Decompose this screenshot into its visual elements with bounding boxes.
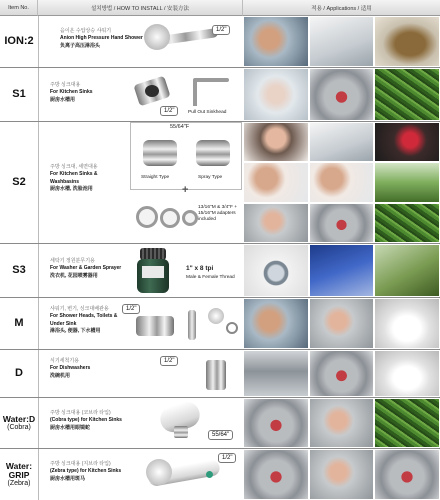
text-english: For Shower Heads, Toilets & Under Sink xyxy=(50,313,118,327)
item-s3: S3 xyxy=(0,244,39,297)
plus-icon: + xyxy=(182,184,189,196)
photo-tap-water xyxy=(309,122,375,162)
pull-out-label: Pull Out Sinkhead xyxy=(188,110,227,115)
adapter-ring-3 xyxy=(182,210,198,226)
desc-s3 xyxy=(50,258,121,280)
photo-hand-rinse xyxy=(243,203,309,243)
item-ion2: ION:2 xyxy=(0,16,39,67)
row-watergrip xyxy=(0,449,440,500)
apps-s2 xyxy=(243,122,440,243)
spray-type-label: Spray Type xyxy=(198,175,223,180)
shower-hose-icon xyxy=(188,310,196,340)
apps-m xyxy=(243,298,440,349)
item-waterd-name: Water:D xyxy=(2,413,36,424)
desc-watergrip xyxy=(50,461,121,483)
item-watergrip xyxy=(0,449,39,500)
apps-waterd xyxy=(243,398,440,448)
row-ion2 xyxy=(0,16,440,68)
straight-type-label: Straight Type xyxy=(141,175,170,180)
row-s1 xyxy=(0,68,440,122)
text-korean: 식기세척기용 xyxy=(50,358,79,364)
text-chinese: 负离子高压淋浴头 xyxy=(60,42,101,49)
desc-s1 xyxy=(50,82,93,104)
photo-woman-shower xyxy=(243,16,309,67)
photo-green-beans-2 xyxy=(374,203,440,243)
zebra-button-icon xyxy=(206,471,213,478)
photo-hand-tap-2 xyxy=(309,398,375,448)
hose-loop-icon xyxy=(226,322,238,334)
text-chinese: 厨房水槽用眼镜蛇 xyxy=(50,424,91,431)
text-korean: 주방 싱크대, 세면대용 xyxy=(50,164,98,170)
text-english: Anion High Pressure Hand Shower xyxy=(60,35,143,42)
photo-washing-machine xyxy=(243,244,309,297)
desc-m xyxy=(50,306,126,335)
text-korean: 세탁기 정원분무기용 xyxy=(50,258,95,264)
photo-sink-tomatoes-6 xyxy=(374,449,440,500)
apps-d xyxy=(243,350,440,397)
desc-waterd xyxy=(50,410,122,432)
row-s3 xyxy=(0,244,440,298)
photo-sink-tomatoes-4 xyxy=(243,398,309,448)
install-m xyxy=(38,298,244,349)
desc-ion2 xyxy=(60,28,143,50)
item-watergrip-name: Water: GRIP xyxy=(5,460,33,480)
photo-dish-washing xyxy=(243,68,309,121)
row-m xyxy=(0,298,440,350)
faucet-stem-icon xyxy=(193,80,197,106)
size-label-s1: 1/2" xyxy=(160,106,178,116)
item-m: M xyxy=(0,298,39,349)
desc-d xyxy=(50,358,90,380)
size-label-d: 1/2" xyxy=(160,356,178,366)
size-label-watergrip: 1/2" xyxy=(218,453,236,463)
text-english: For Kitchen Sinks xyxy=(50,89,93,96)
straight-aerator-image xyxy=(143,140,177,166)
install-watergrip xyxy=(38,449,244,500)
photo-toilet-2 xyxy=(374,350,440,397)
text-korean: 샤워기, 변기, 싱크대배관용 xyxy=(50,306,109,312)
size-label-s2: 55/64"F xyxy=(170,124,190,130)
text-korean: 주방 싱크대용 (지브라 타입) xyxy=(50,461,111,467)
text-chinese: 厨房水槽, 洗脸池用 xyxy=(50,185,93,192)
dishwasher-filter-image xyxy=(206,360,226,390)
install-s1 xyxy=(38,68,244,121)
apps-ion2 xyxy=(243,16,440,67)
item-s1: S1 xyxy=(0,68,39,121)
install-ion2 xyxy=(38,16,244,67)
desc-s2 xyxy=(50,164,122,193)
adapter-ring-1 xyxy=(136,206,158,228)
text-chinese: 厨房水槽用 xyxy=(50,96,76,103)
photo-brushing-teeth xyxy=(243,122,309,162)
text-korean: 주방 싱크대용 xyxy=(50,82,81,88)
photo-green-beans-3 xyxy=(374,398,440,448)
filter-mesh-icon xyxy=(145,85,159,97)
size-label-s3: 1" x 8 tpi xyxy=(186,265,214,272)
row-waterd xyxy=(0,398,440,449)
text-english: (Cobra type) for Kitchen Sinks xyxy=(50,417,122,424)
item-s2: S2 xyxy=(0,122,39,243)
shower-head-icon xyxy=(208,308,224,324)
item-waterd xyxy=(0,398,39,448)
adapters-label: 13/16"M & 3/4"F + 15/16"M adapters included xyxy=(198,205,238,223)
size-label-m: 1/2" xyxy=(122,304,140,314)
header-how-to-install: 설치방법 / HOW TO INSTALL / 安装方法 xyxy=(38,0,243,16)
text-english: For Dishwashers xyxy=(50,365,91,372)
photo-dog-bath xyxy=(374,16,440,67)
row-s2 xyxy=(0,122,440,244)
photo-woman-hair-rinse xyxy=(243,298,309,349)
text-chinese: 厨房水槽用斑马 xyxy=(50,475,86,482)
size-label-ion2: 1/2" xyxy=(212,25,230,35)
apps-watergrip xyxy=(243,449,440,500)
photo-hand-wash-plate xyxy=(309,449,375,500)
cobra-connector-image xyxy=(174,426,188,438)
item-waterd-sub: (Cobra) xyxy=(7,423,31,431)
photo-hand-under-tap xyxy=(309,298,375,349)
photo-sink-tomatoes-3 xyxy=(309,350,375,397)
photo-sink-tomatoes xyxy=(309,68,375,121)
text-chinese: 淋浴头, 便器, 下水槽用 xyxy=(50,327,101,334)
photo-red-device xyxy=(374,122,440,162)
row-d xyxy=(0,350,440,398)
adapter-ring-2 xyxy=(160,208,180,228)
item-watergrip-sub: (Zebra) xyxy=(7,479,31,487)
photo-shower-spray xyxy=(309,16,375,67)
install-s2 xyxy=(38,122,244,243)
photo-girl-drinking xyxy=(309,162,375,202)
inline-filter-image xyxy=(136,316,174,336)
install-waterd xyxy=(38,398,244,448)
thread-label: Male & Female Thread xyxy=(186,275,235,280)
photo-dishwasher xyxy=(243,350,309,397)
table-header xyxy=(0,0,440,16)
install-d xyxy=(38,350,244,397)
text-english: (Zebra type) for Kitchen Sinks xyxy=(50,468,122,475)
header-item-no: Item No. xyxy=(0,0,38,16)
text-korean: 주방 싱크대용 (코브라 타입) xyxy=(50,410,111,416)
photo-green-beans xyxy=(374,68,440,121)
text-english: For Washer & Garden Sprayer xyxy=(50,265,122,272)
spray-aerator-image xyxy=(196,140,230,166)
size-label-waterd: 55/64" xyxy=(208,430,233,440)
filter-label-icon xyxy=(142,266,164,278)
photo-sink-tomatoes-5 xyxy=(243,449,309,500)
photo-face-wash xyxy=(243,162,309,202)
install-s3 xyxy=(38,244,244,297)
photo-sink-tomatoes-2 xyxy=(309,203,375,243)
apps-s1 xyxy=(243,68,440,121)
text-chinese: 洗碗机用 xyxy=(50,372,71,379)
photo-sprouts xyxy=(374,162,440,202)
photo-toilet xyxy=(374,298,440,349)
header-applications: 적용 / Applications / 适用 xyxy=(243,0,440,16)
photo-garden-sprayer xyxy=(374,244,440,297)
faucet-spout-icon xyxy=(193,78,229,82)
text-chinese: 洗衣机, 花园喷雾器用 xyxy=(50,272,98,279)
text-korean: 음이온 수압상승 샤워기 xyxy=(60,28,112,34)
apps-s3 xyxy=(243,244,440,297)
text-english: For Kitchen Sinks & Washbasins xyxy=(50,171,98,185)
zebra-head-image xyxy=(146,459,172,485)
item-d: D xyxy=(0,350,39,397)
shower-head-image xyxy=(144,24,170,50)
photo-car-wash xyxy=(309,244,375,297)
